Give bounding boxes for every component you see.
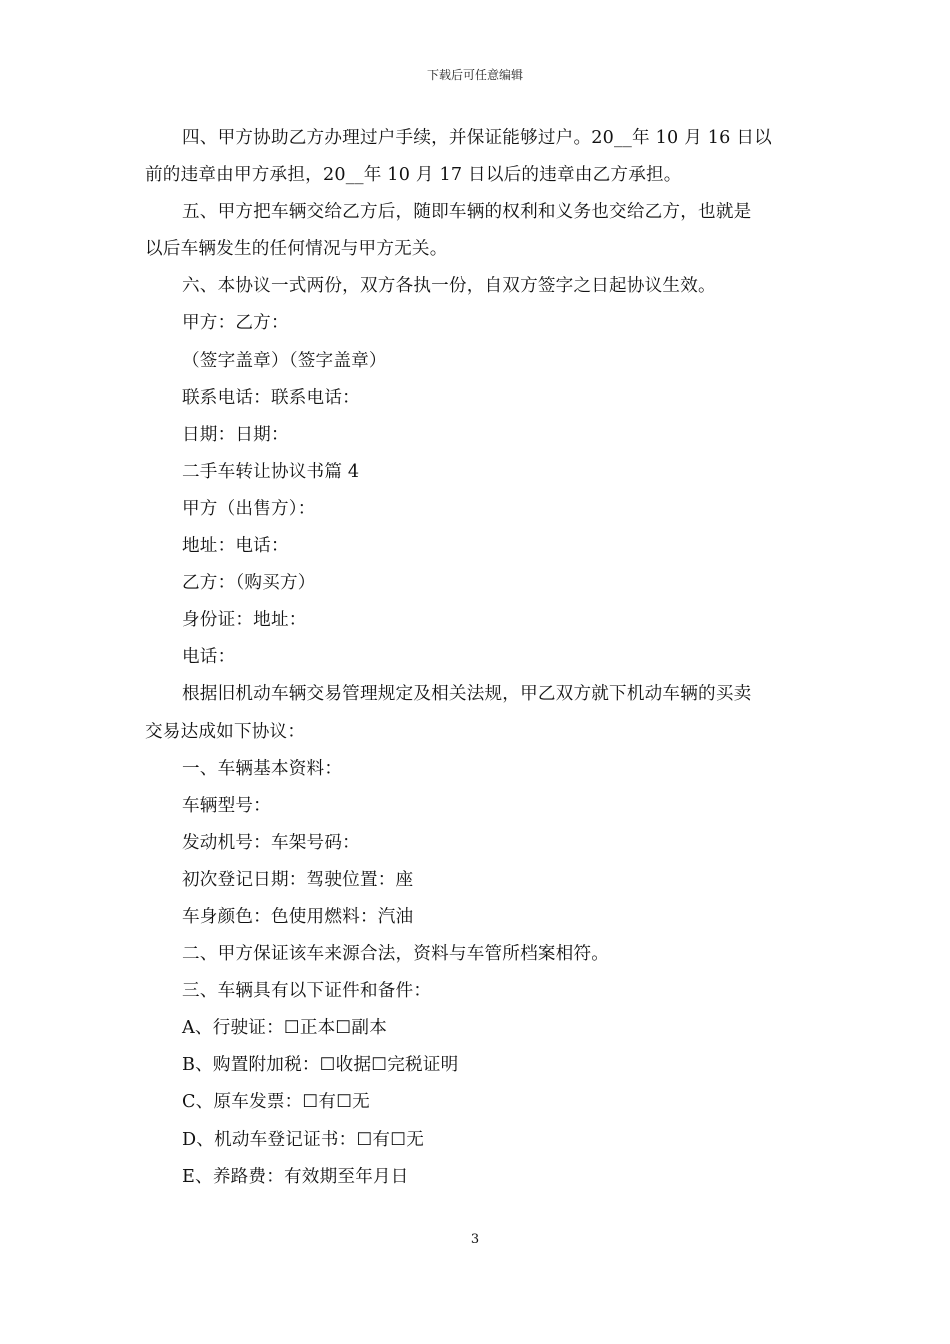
text-line: 交易达成如下协议： <box>145 721 306 742</box>
text-line: 地址：电话： <box>182 536 289 557</box>
text-line: 三、车辆具有以下证件和备件： <box>182 981 432 1002</box>
text-line: 甲方（出售方）： <box>182 498 316 519</box>
text-line: 车身颜色：色使用燃料：汽油 <box>182 906 414 927</box>
text-line: 联系电话：联系电话： <box>182 387 360 408</box>
text-line: D、机动车登记证书：☐有☐无 <box>182 1129 424 1150</box>
text-line: 以后车辆发生的任何情况与甲方无关。 <box>145 239 448 260</box>
text-line: 乙方：（购买方） <box>182 573 316 594</box>
text-line: （签字盖章）（签字盖章） <box>182 350 387 371</box>
text-line: 一、车辆基本资料： <box>182 758 343 779</box>
text-line: 车辆型号： <box>182 795 271 816</box>
text-line: 前的违章由甲方承担，20__年 10 月 17 日以后的违章由乙方承担。 <box>145 165 682 186</box>
page-number: 3 <box>470 1232 480 1247</box>
text-line: 五、甲方把车辆交给乙方后，随即车辆的权利和义务也交给乙方，也就是 <box>182 202 752 223</box>
text-line: 身份证：地址： <box>182 610 307 631</box>
text-line: 六、本协议一式两份，双方各执一份，自双方签字之日起协议生效。 <box>182 276 716 297</box>
text-line: 二、甲方保证该车来源合法，资料与车管所档案相符。 <box>182 944 610 965</box>
text-line: 二手车转让协议书篇 4 <box>182 461 360 482</box>
page-header: 下载后可任意编辑 <box>426 68 523 82</box>
text-line: 电话： <box>182 647 236 668</box>
text-line: A、行驶证：☐正本☐副本 <box>182 1018 387 1039</box>
text-line: 四、甲方协助乙方办理过户手续，并保证能够过户。20__年 10 月 16 日以 <box>182 128 772 148</box>
text-line: 甲方：乙方： <box>182 313 289 334</box>
text-line: 日期：日期： <box>182 424 289 445</box>
text-line: C、原车发票：☐有☐无 <box>182 1092 370 1113</box>
text-line: 发动机号：车架号码： <box>182 832 360 853</box>
text-line: B、购置附加税：☐收据☐完税证明 <box>182 1055 459 1076</box>
document-body <box>145 120 810 1196</box>
text-line: 根据旧机动车辆交易管理规定及相关法规，甲乙双方就下机动车辆的买卖 <box>182 684 752 705</box>
text-line: 初次登记日期：驾驶位置：座 <box>182 869 414 890</box>
text-line: E、养路费：有效期至年月日 <box>182 1166 409 1187</box>
